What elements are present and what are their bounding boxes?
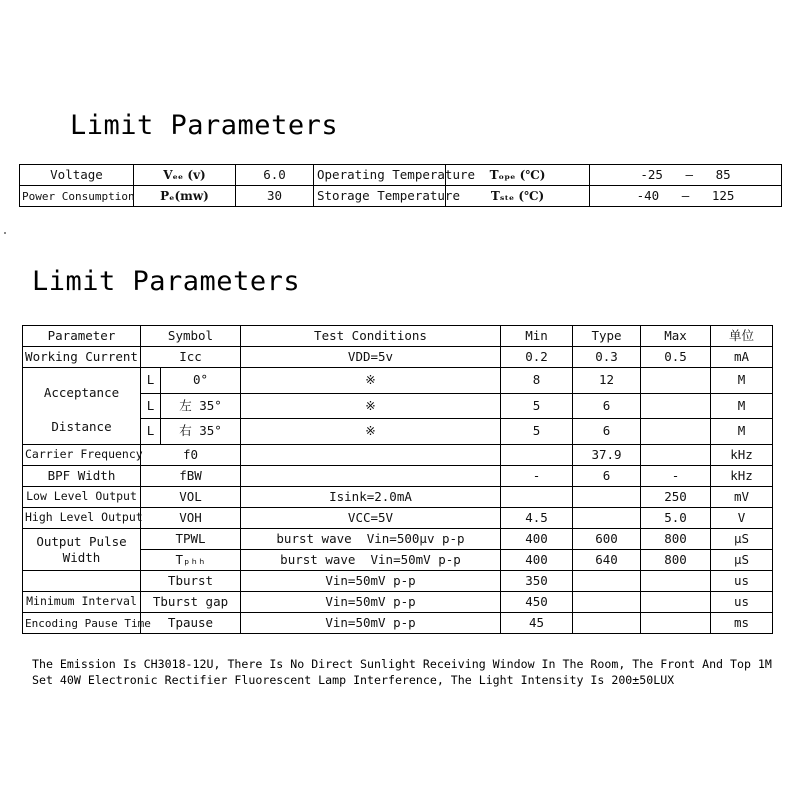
- symbol-cell: Tpause: [141, 613, 241, 634]
- range-high: 125: [711, 187, 735, 203]
- max-cell: -: [641, 466, 711, 487]
- unit-cell: us: [711, 592, 773, 613]
- type-cell: [573, 613, 641, 634]
- limit-parameters-heading-bottom: Limit Parameters: [32, 266, 301, 297]
- max-cell: [641, 571, 711, 592]
- condition-cell: Vin=50mV p-p: [241, 592, 501, 613]
- max-cell: 250: [641, 487, 711, 508]
- range-high: 85: [715, 166, 731, 182]
- range-cell: [590, 186, 782, 207]
- min-cell: -: [501, 466, 573, 487]
- condition-vin: Vin=500μv p-p: [366, 530, 465, 546]
- value-cell: 6.0: [236, 165, 314, 186]
- range-sep: —: [681, 187, 690, 203]
- condition-cell: [241, 550, 501, 571]
- condition-vin: Vin=50mV p-p: [370, 551, 461, 567]
- max-cell: [641, 419, 711, 445]
- table-row: [23, 368, 773, 394]
- type-cell: 12: [573, 368, 641, 394]
- unit-cell: ms: [711, 613, 773, 634]
- output-pulse-width-cell: Output Pulse Width: [23, 529, 141, 571]
- range-low: -40: [636, 187, 660, 203]
- param-cell: High Level Output: [23, 508, 141, 529]
- param-cell: Storage Temperature: [314, 186, 446, 207]
- side-cell: L: [141, 368, 161, 394]
- unit-cell: V: [711, 508, 773, 529]
- table-row: [23, 508, 773, 529]
- max-cell: [641, 592, 711, 613]
- min-cell: 0.2: [501, 347, 573, 368]
- unit-cell: kHz: [711, 445, 773, 466]
- acceptance-label: Acceptance: [43, 385, 120, 400]
- symbol-cell: VOL: [141, 487, 241, 508]
- table-row: [23, 466, 773, 487]
- symbol-cell: f0: [141, 445, 241, 466]
- symbol-cell: Icc: [141, 347, 241, 368]
- condition-cell: Vin=50mV p-p: [241, 613, 501, 634]
- table-header-row: [23, 326, 773, 347]
- max-cell: [641, 613, 711, 634]
- range-cell: [590, 165, 782, 186]
- table-row: [23, 613, 773, 634]
- table-row: [23, 445, 773, 466]
- max-cell: 800: [641, 550, 711, 571]
- header-parameter: Parameter: [23, 326, 141, 347]
- symbol-cell: Pₑ(mw): [134, 186, 236, 207]
- side-cell: L: [141, 393, 161, 419]
- min-cell: 45: [501, 613, 573, 634]
- type-cell: 6: [573, 393, 641, 419]
- header-unit: 单位: [711, 326, 773, 347]
- min-cell: [501, 445, 573, 466]
- table-row: [23, 347, 773, 368]
- condition-wave: burst wave: [280, 551, 356, 567]
- symbol-cell: Tₚₕₕ: [141, 550, 241, 571]
- table-row: [23, 571, 773, 592]
- param-cell: Encoding Pause Time: [23, 613, 141, 634]
- param-cell: Carrier Frequency: [23, 445, 141, 466]
- symbol-cell: Vₑₑ (v): [134, 165, 236, 186]
- value-cell: 30: [236, 186, 314, 207]
- type-cell: [573, 571, 641, 592]
- min-cell: 4.5: [501, 508, 573, 529]
- unit-cell: mV: [711, 487, 773, 508]
- min-cell: 400: [501, 529, 573, 550]
- unit-cell: μS: [711, 550, 773, 571]
- header-test-conditions: Test Conditions: [241, 326, 501, 347]
- unit-cell: M: [711, 419, 773, 445]
- table-row: [20, 165, 782, 186]
- header-symbol: Symbol: [141, 326, 241, 347]
- symbol-cell: Tburst gap: [141, 592, 241, 613]
- angle-cell: 右 35°: [161, 419, 241, 445]
- table-row: [23, 592, 773, 613]
- condition-cell: VDD=5v: [241, 347, 501, 368]
- top-limit-table: [19, 164, 782, 207]
- condition-cell: VCC=5V: [241, 508, 501, 529]
- unit-cell: μS: [711, 529, 773, 550]
- param-cell: [23, 571, 141, 592]
- symbol-cell: TPWL: [141, 529, 241, 550]
- max-cell: [641, 368, 711, 394]
- label-cell: Power Consumption: [20, 186, 134, 207]
- symbol-cell: VOH: [141, 508, 241, 529]
- condition-cell: ※: [241, 419, 501, 445]
- angle-cell: 0°: [161, 368, 241, 394]
- type-cell: 6: [573, 466, 641, 487]
- unit-cell: M: [711, 368, 773, 394]
- param-cell: Working Current: [23, 347, 141, 368]
- unit-cell: us: [711, 571, 773, 592]
- type-cell: 640: [573, 550, 641, 571]
- unit-cell: M: [711, 393, 773, 419]
- condition-cell: ※: [241, 368, 501, 394]
- distance-label: Distance: [51, 419, 112, 434]
- param-symbol-cell: Tₛₜₑ (℃): [446, 186, 590, 207]
- header-max: Max: [641, 326, 711, 347]
- min-cell: 400: [501, 550, 573, 571]
- param-cell: Low Level Output: [23, 487, 141, 508]
- param-cell: Minimum Interval: [23, 592, 141, 613]
- footnote-text: The Emission Is CH3018-12U, There Is No Direct Sunlight Receiving Window In The Room, The Front And Top 1M Set 40W Electronic Rectifier Fluorescent Lamp Interference, The Light Intensity Is 200±50LUX: [32, 657, 772, 687]
- table-row: [20, 186, 782, 207]
- condition-cell: Vin=50mV p-p: [241, 571, 501, 592]
- min-cell: 450: [501, 592, 573, 613]
- min-cell: 5: [501, 419, 573, 445]
- max-cell: [641, 445, 711, 466]
- condition-cell: [241, 445, 501, 466]
- condition-cell: [241, 529, 501, 550]
- type-cell: 600: [573, 529, 641, 550]
- acceptance-distance-cell: [23, 368, 141, 445]
- main-limit-table: [22, 325, 773, 634]
- max-cell: 800: [641, 529, 711, 550]
- header-min: Min: [501, 326, 573, 347]
- unit-cell: kHz: [711, 466, 773, 487]
- condition-wave: burst wave: [276, 530, 352, 546]
- limit-parameters-heading-top: Limit Parameters: [70, 110, 339, 141]
- side-cell: L: [141, 419, 161, 445]
- condition-cell: [241, 466, 501, 487]
- unit-cell: mA: [711, 347, 773, 368]
- symbol-cell: fBW: [141, 466, 241, 487]
- type-cell: 37.9: [573, 445, 641, 466]
- min-cell: 8: [501, 368, 573, 394]
- type-cell: [573, 592, 641, 613]
- max-cell: [641, 393, 711, 419]
- range-low: -25: [640, 166, 663, 182]
- max-cell: 0.5: [641, 347, 711, 368]
- symbol-cell: Tburst: [141, 571, 241, 592]
- max-cell: 5.0: [641, 508, 711, 529]
- type-cell: [573, 487, 641, 508]
- condition-cell: ※: [241, 393, 501, 419]
- stray-dot: [4, 232, 6, 234]
- header-type: Type: [573, 326, 641, 347]
- param-symbol-cell: Tₒₚₑ (℃): [446, 165, 590, 186]
- condition-cell: Isink=2.0mA: [241, 487, 501, 508]
- type-cell: [573, 508, 641, 529]
- param-cell: BPF Width: [23, 466, 141, 487]
- table-row: [23, 487, 773, 508]
- table-row: [23, 529, 773, 550]
- range-sep: —: [685, 166, 694, 182]
- min-cell: 5: [501, 393, 573, 419]
- min-cell: 350: [501, 571, 573, 592]
- angle-cell: 左 35°: [161, 393, 241, 419]
- type-cell: 0.3: [573, 347, 641, 368]
- param-cell: Operating Temperature: [314, 165, 446, 186]
- min-cell: [501, 487, 573, 508]
- label-cell: Voltage: [20, 165, 134, 186]
- type-cell: 6: [573, 419, 641, 445]
